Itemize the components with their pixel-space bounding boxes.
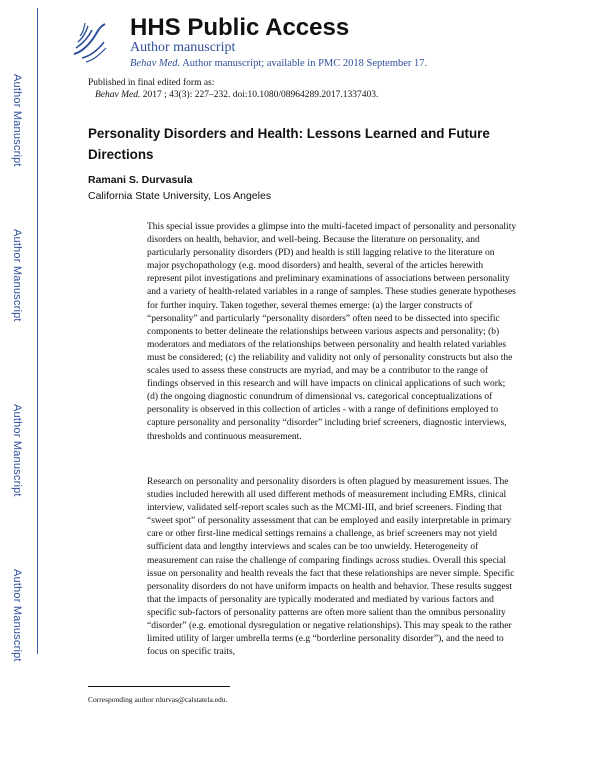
published-label: Published in final edited form as:	[88, 78, 215, 88]
sidebar-label-author-manuscript: Author Manuscript	[11, 403, 23, 497]
sidebar-label-author-manuscript: Author Manuscript	[11, 568, 23, 662]
sidebar-label-author-manuscript: Author Manuscript	[11, 73, 23, 167]
journal-name: Behav Med.	[130, 58, 181, 69]
author-name: Ramani S. Durvasula	[88, 174, 193, 186]
citation	[95, 89, 378, 101]
author-manuscript-label: Author manuscript	[130, 40, 236, 55]
footnote-divider	[88, 686, 230, 687]
hhs-public-access-title: HHS Public Access	[130, 14, 350, 41]
author-affiliation: California State University, Los Angeles	[88, 190, 272, 202]
citation-journal: Behav Med.	[95, 90, 141, 100]
availability-text: Author manuscript; available in PMC 2018 September 17.	[182, 58, 428, 69]
availability-line	[130, 57, 427, 70]
body-paragraph: Research on personality and personality disorders is often plagued by measurement issues. The studies included herewith all used different methods of measurement including EMRs, clinical interview, validated self-report scales such as the MCMI-III, and brief screeners. Finding that “sweet spot” of personality assessment that can be employed and easily interpretable in primary care or other first-line medical settings remains a challenge, as brief screeners may not yield sufficient data and lengthy interviews and scales can be too unwieldy. Heterogeneity of measurement can raise the challenge of comparing findings across studies. Overall this special issue on personality and health reveals the fact that these relationships are never simple. Specific personality disorders do not have uniform impacts on health and behavior. These results suggest that the impacts of personality are typically moderated and mediated by various factors and specific sub-factors of personality patterns are often more salient than the omnibus personality “disorder” (e.g. emotional dysregulation or negative relationships). This may speak to the rather limited utility of larger umbrella terms (e.g “borderline personality disorder”), and the need to focus on specific traits,	[147, 477, 515, 658]
abstract-paragraph: This special issue provides a glimpse into the multi-faceted impact of personality and personality disorders on health, behavior, and well-being. Because the literature on personality, and particularly personality disorders (PD) and health is still lagging relative to the literature on major psychopathology (e.g. mood disorders) and health, several of the articles herewith represent pilot investigations and preliminary examinations of associations between personality and a variety of health-related variables in a range of samples. These studies generate hypotheses for further inquiry. Taken together, several themes emerge: (a) the larger constructs of “personality” and particularly “personality disorders” often need to be dissected into specific components to better delineate the relationships between various aspects and personality; (b) moderators and mediators of the relationships between personality and health related variables must be considered; (c) the reliability and validity not only of personality constructs but also the scales used to assess these constructs are myriad, and may be a contributor to the range of findings observed in this research and will have impacts on clinical applications of such work; (d) the ongoing diagnostic conundrum of dimensional vs. categorical conceptualizations of personality is observed in this collection of articles - with a range of definitions employed to capture personality and personality “disorder” including brief screeners, diagnostic interviews, thresholds and continuous measurement.	[147, 222, 517, 442]
citation-details: 2017 ; 43(3): 227–232. doi:10.1080/08964289.2017.1337403.	[142, 90, 379, 100]
hhs-eagle-logo-icon	[70, 14, 110, 64]
article-title: Personality Disorders and Health: Lessons Learned and Future Directions	[88, 126, 490, 162]
sidebar-divider	[37, 8, 38, 654]
corresponding-author-footnote: Corresponding author rdurvas@calstatela.edu.	[88, 695, 228, 704]
sidebar-label-author-manuscript: Author Manuscript	[11, 228, 23, 322]
